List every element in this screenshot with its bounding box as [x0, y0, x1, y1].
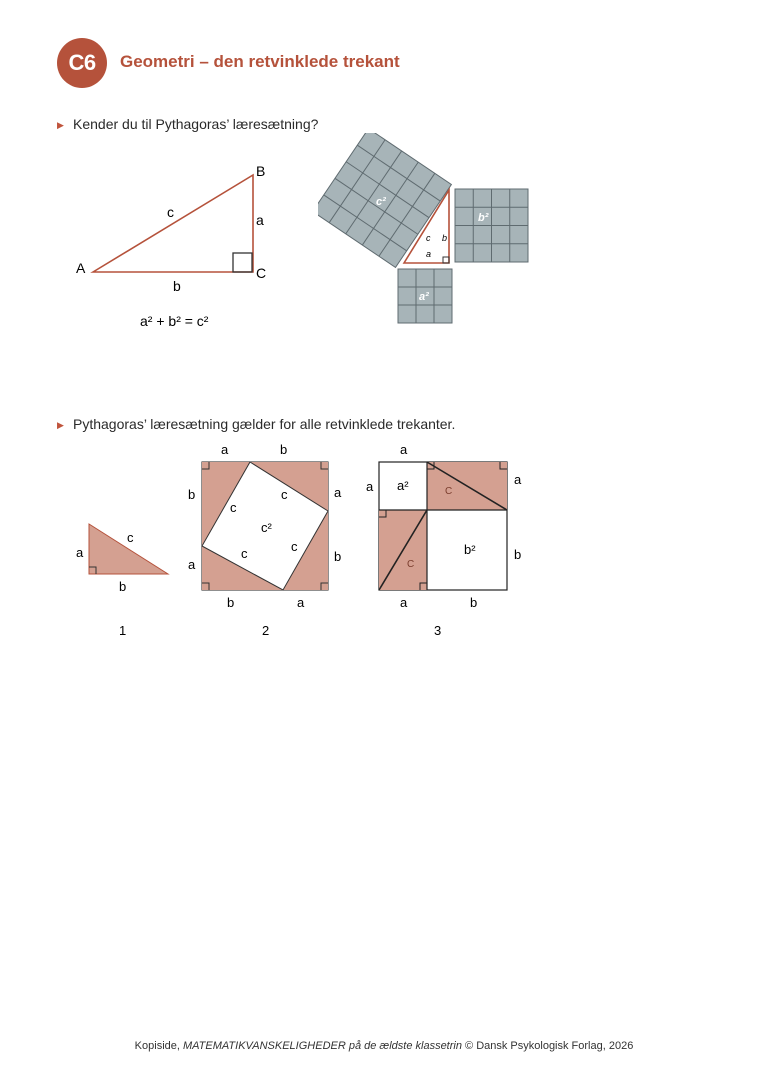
bullet-arrow-icon: ▶ — [57, 420, 64, 430]
fig3-b2: b² — [464, 542, 476, 557]
fig2-right-a: a — [334, 485, 342, 500]
fig3-right-b: b — [514, 547, 522, 562]
fig2-right-b: b — [334, 549, 342, 564]
footer-copyright: © Dansk Psykologisk Forlag, 2026 — [465, 1040, 634, 1052]
figure-1 — [70, 515, 180, 645]
statement-text: Pythagoras’ læresætning gælder for alle retvinklede trekanter. — [73, 416, 456, 432]
side-b-label: b — [173, 278, 181, 294]
pythagoras-formula: a² + b² = c² — [140, 313, 209, 329]
fig3-number: 3 — [434, 623, 442, 638]
footer-prefix: Kopiside, — [134, 1040, 180, 1052]
fig3-c-top: C — [445, 486, 453, 497]
triangle-abc — [93, 175, 253, 272]
label-C: C — [256, 265, 267, 281]
small-c-label: c — [426, 233, 431, 243]
small-b-label: b — [442, 233, 448, 243]
side-c-label: c — [167, 204, 174, 220]
c2-label: c² — [376, 196, 386, 208]
fig3-top-a: a — [400, 442, 408, 457]
fig3-left-a: a — [366, 479, 374, 494]
bullet-question — [57, 116, 318, 132]
fig2-c-2: c — [281, 487, 288, 502]
label-A: A — [76, 260, 86, 276]
question-text: Kender du til Pythagoras’ læresætning? — [73, 116, 319, 132]
b2-label: b² — [478, 212, 489, 224]
fig2-top-b: b — [280, 442, 288, 457]
fig2-number: 2 — [262, 623, 270, 638]
fig2-bottom-b: b — [227, 595, 235, 610]
fig3-bottom-b: b — [470, 595, 478, 610]
b-square — [455, 189, 528, 262]
fig1-a-label: a — [76, 545, 84, 560]
figure-2 — [180, 438, 360, 645]
fig2-c-3: c — [241, 546, 248, 561]
fig2-left-b: b — [188, 487, 196, 502]
small-a-label: a — [426, 249, 432, 259]
fig2-bottom-a: a — [297, 595, 305, 610]
side-a-label: a — [256, 212, 264, 228]
fig1-b-label: b — [119, 579, 127, 594]
chapter-badge: C6 — [57, 38, 107, 88]
squares-figure — [318, 133, 533, 328]
footer — [0, 1040, 768, 1052]
a2-label: a² — [419, 291, 429, 303]
right-angle-marker — [233, 253, 252, 272]
fig2-c2: c² — [261, 520, 272, 535]
fig1-number: 1 — [119, 623, 127, 638]
fig2-left-a: a — [188, 557, 196, 572]
label-B: B — [256, 163, 266, 179]
footer-book-title: MATEMATIKVANSKELIGHEDER på de ældste klassetrin — [183, 1040, 462, 1052]
fig3-a2: a² — [397, 478, 409, 493]
figure-3 — [360, 438, 540, 645]
fig2-top-a: a — [221, 442, 229, 457]
fig3-right-a: a — [514, 472, 522, 487]
fig3-c-left: C — [407, 559, 415, 570]
page-title: Geometri – den retvinklede trekant — [120, 52, 400, 71]
fig1-c-label: c — [127, 530, 134, 545]
fig2-c-1: c — [230, 500, 237, 515]
bullet-statement — [57, 416, 455, 432]
fig2-c-4: c — [291, 539, 298, 554]
bullet-arrow-icon: ▶ — [57, 120, 64, 130]
right-triangle-figure — [60, 155, 290, 340]
fig3-bottom-a: a — [400, 595, 408, 610]
